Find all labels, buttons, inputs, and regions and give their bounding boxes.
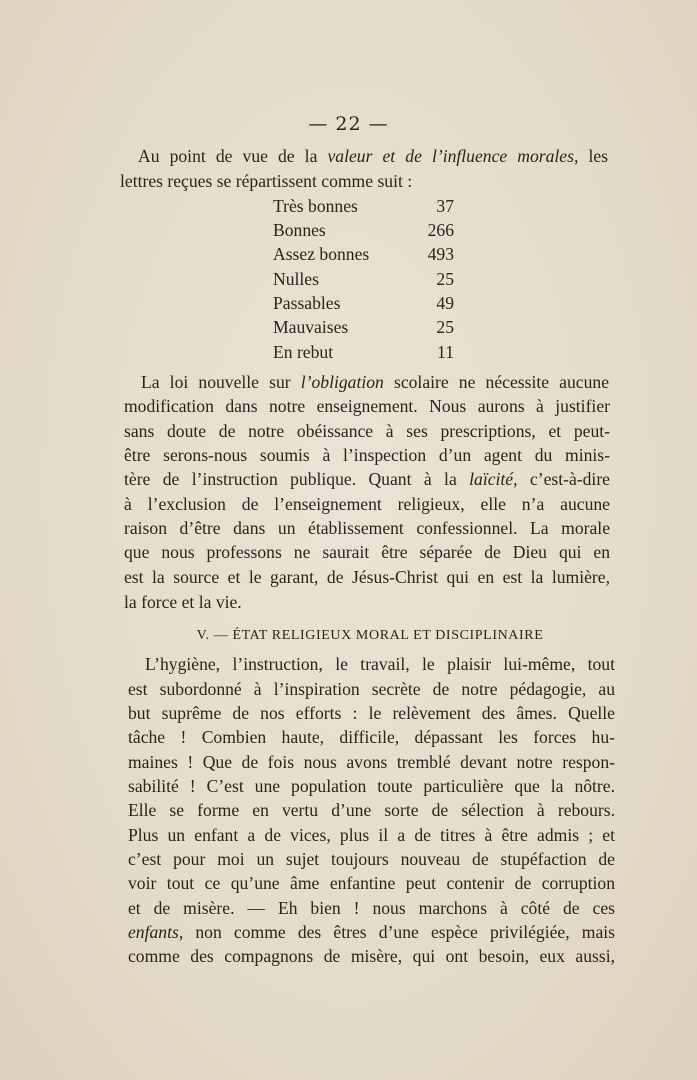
text-line: but suprême de nos efforts : le relèvement des âmes. Quelle bbox=[128, 703, 615, 723]
row-value: 266 bbox=[427, 220, 454, 240]
row-value: 37 bbox=[436, 196, 454, 216]
text-line: et de misère. — Eh bien ! nous marchons à côté de ces bbox=[128, 898, 615, 918]
table-row bbox=[273, 242, 454, 266]
text-line: maines ! Que de fois nous avons tremblé devant notre respon- bbox=[128, 752, 615, 772]
text-line: c’est pour moi un sujet toujours nouveau de stupéfaction de bbox=[128, 849, 615, 869]
text-line: est la source et le garant, de Jésus-Christ qui en est la lumière, bbox=[124, 567, 610, 587]
section-heading: V. — ÉTAT RELIGIEUX MORAL ET DISCIPLINAIRE bbox=[196, 628, 544, 643]
row-value: 25 bbox=[436, 269, 454, 289]
row-label: Assez bonnes bbox=[273, 244, 370, 264]
row-label: En rebut bbox=[273, 342, 334, 362]
text-line: modification dans notre enseignement. Nous aurons à justifier bbox=[124, 396, 610, 416]
page-number: — 22 — bbox=[308, 113, 389, 135]
row-label: Mauvaises bbox=[273, 317, 349, 337]
table-row bbox=[273, 340, 454, 364]
text-line: comme des compagnons de misère, qui ont besoin, eux aussi, bbox=[128, 946, 615, 966]
table-row bbox=[273, 194, 454, 218]
text-line: voir tout ce qu’une âme enfantine peut contenir de corruption bbox=[128, 873, 615, 893]
table-row bbox=[273, 291, 454, 315]
text-line: lettres reçues se répartissent comme suit : bbox=[120, 171, 413, 191]
text-line: sabilité ! C’est une population toute particulière que la nôtre. bbox=[128, 776, 615, 796]
row-label: Passables bbox=[273, 293, 341, 313]
row-value: 11 bbox=[437, 342, 454, 362]
text-line: tâche ! Combien haute, difficile, dépassant les forces hu- bbox=[128, 727, 615, 747]
text-line: raison d’être dans un établissement confessionnel. La morale bbox=[124, 518, 610, 538]
row-value: 493 bbox=[427, 244, 454, 264]
text-line: à l’exclusion de l’enseignement religieux, elle n’a aucune bbox=[124, 494, 610, 514]
table-row bbox=[273, 267, 454, 291]
text-line: Au point de vue de la valeur et de l’influence morales, les bbox=[138, 146, 608, 166]
text-line: L’hygiène, l’instruction, le travail, le plaisir lui-même, tout bbox=[145, 654, 615, 674]
text-line: Plus un enfant a de vices, plus il a de titres à être admis ; et bbox=[128, 825, 615, 845]
row-value: 25 bbox=[436, 317, 454, 337]
text-line: la force et la vie. bbox=[124, 592, 242, 612]
text-line: tère de l’instruction publique. Quant à la laïcité, c’est-à-dire bbox=[124, 469, 610, 489]
row-label: Très bonnes bbox=[273, 196, 358, 216]
text-line: est subordonné à l’inspiration secrète de notre pédagogie, au bbox=[128, 679, 615, 699]
text-line: sans doute de notre obéissance à ses prescriptions, et peut- bbox=[124, 421, 610, 441]
text-line: Elle se forme en vertu d’une sorte de sélection à rebours. bbox=[128, 800, 615, 820]
text-line: La loi nouvelle sur l’obligation scolaire ne nécessite aucune bbox=[141, 372, 609, 392]
text-line: enfants, non comme des êtres d’une espèce privilégiée, mais bbox=[128, 922, 615, 942]
text-line: être serons-nous soumis à l’inspection d’un agent du minis- bbox=[124, 445, 610, 465]
text-line: que nous professons ne saurait être séparée de Dieu qui en bbox=[124, 542, 610, 562]
row-label: Nulles bbox=[273, 269, 319, 289]
row-value: 49 bbox=[436, 293, 454, 313]
table-row bbox=[273, 315, 454, 339]
row-label: Bonnes bbox=[273, 220, 326, 240]
table-row bbox=[273, 218, 454, 242]
